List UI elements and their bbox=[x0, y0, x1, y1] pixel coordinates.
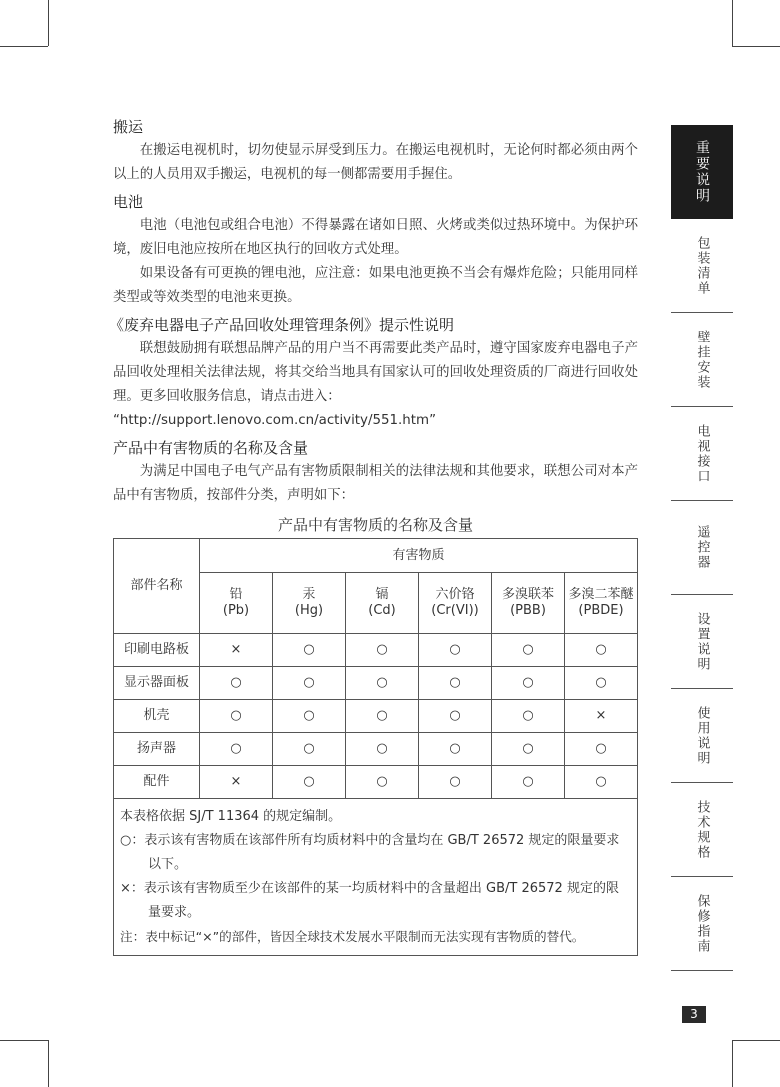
table-cell: ○ bbox=[565, 733, 638, 766]
table-cell: ○ bbox=[419, 634, 492, 667]
table-cell: × bbox=[565, 700, 638, 733]
table-cell: ○ bbox=[273, 733, 346, 766]
table-row bbox=[114, 733, 638, 766]
crop-mark-br-h bbox=[732, 1040, 780, 1041]
part-name: 机壳 bbox=[114, 700, 200, 733]
table-caption: 产品中有害物质的名称及含量 bbox=[277, 516, 473, 534]
section-title-battery: 电池 bbox=[113, 193, 144, 211]
tab-label: 保修指南 bbox=[694, 893, 710, 954]
section-title-transport: 搬运 bbox=[113, 118, 144, 136]
hazard-table bbox=[113, 538, 638, 956]
table-cell: ○ bbox=[200, 733, 273, 766]
substance-header: 六价铬 (Cr(VI)) bbox=[419, 573, 492, 634]
table-cell: ○ bbox=[492, 733, 565, 766]
table-note: 本表格依据 SJ/T 11364 的规定编制。 bbox=[120, 809, 342, 824]
tab-label: 使用说明 bbox=[694, 705, 710, 766]
crop-mark-bl-h bbox=[0, 1040, 48, 1041]
substance-header: 多溴联苯 (PBB) bbox=[492, 573, 565, 634]
table-cell: ○ bbox=[419, 700, 492, 733]
table-row bbox=[114, 700, 638, 733]
table-cell: ○ bbox=[273, 700, 346, 733]
tab-wall-mount[interactable] bbox=[671, 313, 733, 407]
table-cell: × bbox=[200, 766, 273, 799]
table-row bbox=[114, 766, 638, 799]
table-cell: ○ bbox=[492, 766, 565, 799]
crop-mark-tl-h bbox=[0, 46, 48, 47]
table-cell: ○ bbox=[200, 667, 273, 700]
crop-mark-bl-v bbox=[48, 1040, 49, 1087]
tab-package-list[interactable] bbox=[671, 219, 733, 313]
table-cell: × bbox=[200, 634, 273, 667]
table-note: 注：表中标记“×”的部件，皆因全球技术发展水平限制而无法实现有害物质的替代。 bbox=[120, 929, 585, 944]
tab-usage[interactable] bbox=[671, 689, 733, 783]
recycling-paragraph: 联想鼓励拥有联想品牌产品的用户当不再需要此类产品时，遵守国家废弃电器电子产品回收处理相关法律法规，将其交给当地具有国家认可的回收处理资质的厂商进行回收处理。更多回收服务信息，请点击进入： bbox=[113, 341, 638, 404]
substance-header: 多溴二苯醚 (PBDE) bbox=[565, 573, 638, 634]
tab-specs[interactable] bbox=[671, 783, 733, 877]
crop-mark-tr-h bbox=[732, 46, 780, 47]
table-cell: ○ bbox=[492, 700, 565, 733]
substance-header: 汞 (Hg) bbox=[273, 573, 346, 634]
table-cell: ○ bbox=[565, 766, 638, 799]
tab-label: 壁挂安装 bbox=[694, 329, 710, 390]
transport-paragraph: 在搬运电视机时，切勿使显示屏受到压力。在搬运电视机时，无论何时都必须由两个以上的人员用双手搬运，电视机的每一侧都需要用手握住。 bbox=[113, 143, 638, 182]
page-content bbox=[109, 116, 638, 956]
table-note: ×：表示该有害物质至少在该部件的某一均质材料中的含量超出 GB/T 26572 规定的限量要求。 bbox=[120, 881, 619, 920]
section-title-hazard: 产品中有害物质的名称及含量 bbox=[113, 439, 309, 457]
table-cell: ○ bbox=[346, 733, 419, 766]
table-cell: ○ bbox=[565, 634, 638, 667]
tab-tv-ports[interactable] bbox=[671, 407, 733, 501]
page-number: 3 bbox=[682, 1006, 706, 1023]
table-cell: ○ bbox=[492, 667, 565, 700]
tab-label: 重要说明 bbox=[694, 139, 710, 204]
table-notes bbox=[114, 799, 638, 956]
group-header: 有害物质 bbox=[200, 539, 638, 573]
table-cell: ○ bbox=[346, 634, 419, 667]
hazard-paragraph: 为满足中国电子电气产品有害物质限制相关的法律法规和其他要求，联想公司对本产品中有害物质，按部件分类，声明如下： bbox=[113, 464, 638, 503]
table-row bbox=[114, 634, 638, 667]
table-note: ○：表示该有害物质在该部件所有均质材料中的含量均在 GB/T 26572 规定的限量要求以下。 bbox=[120, 833, 620, 872]
table-cell: ○ bbox=[419, 667, 492, 700]
tab-label: 遥控器 bbox=[694, 525, 710, 570]
side-tabs bbox=[671, 125, 733, 971]
table-row bbox=[114, 667, 638, 700]
substance-header: 镉 (Cd) bbox=[346, 573, 419, 634]
table-cell: ○ bbox=[492, 634, 565, 667]
recycling-url[interactable]: “http://support.lenovo.com.cn/activity/551.htm” bbox=[113, 413, 437, 428]
tab-remote[interactable] bbox=[671, 501, 733, 595]
table-cell: ○ bbox=[346, 700, 419, 733]
table-cell: ○ bbox=[419, 733, 492, 766]
crop-mark-tr-v bbox=[732, 0, 733, 46]
table-cell: ○ bbox=[419, 766, 492, 799]
tab-label: 包装清单 bbox=[694, 235, 710, 296]
table-cell: ○ bbox=[200, 700, 273, 733]
table-cell: ○ bbox=[273, 667, 346, 700]
table-cell: ○ bbox=[346, 766, 419, 799]
table-cell: ○ bbox=[273, 634, 346, 667]
table-cell: ○ bbox=[346, 667, 419, 700]
part-name: 扬声器 bbox=[114, 733, 200, 766]
part-name: 配件 bbox=[114, 766, 200, 799]
crop-mark-br-v bbox=[732, 1040, 733, 1087]
tab-warranty[interactable] bbox=[671, 877, 733, 971]
table-cell: ○ bbox=[273, 766, 346, 799]
table-notes-row bbox=[114, 799, 638, 956]
battery-paragraph-1: 电池（电池包或组合电池）不得暴露在诸如日照、火烤或类似过热环境中。为保护环境，废旧电池应按所在地区执行的回收方式处理。 bbox=[113, 218, 638, 257]
tab-settings[interactable] bbox=[671, 595, 733, 689]
section-title-recycling: 《废弃电器电子产品回收处理管理条例》提示性说明 bbox=[109, 316, 455, 334]
part-name: 印刷电路板 bbox=[114, 634, 200, 667]
part-header: 部件名称 bbox=[114, 539, 200, 634]
tab-important-notes[interactable] bbox=[671, 125, 733, 219]
tab-label: 设置说明 bbox=[694, 611, 710, 672]
crop-mark-tl-v bbox=[48, 0, 49, 46]
part-name: 显示器面板 bbox=[114, 667, 200, 700]
table-cell: ○ bbox=[565, 667, 638, 700]
tab-label: 电视接口 bbox=[694, 423, 710, 484]
tab-label: 技术规格 bbox=[694, 799, 710, 860]
battery-paragraph-2: 如果设备有可更换的锂电池，应注意：如果电池更换不当会有爆炸危险；只能用同样类型或等效类型的电池来更换。 bbox=[113, 266, 638, 305]
substance-header: 铅 (Pb) bbox=[200, 573, 273, 634]
